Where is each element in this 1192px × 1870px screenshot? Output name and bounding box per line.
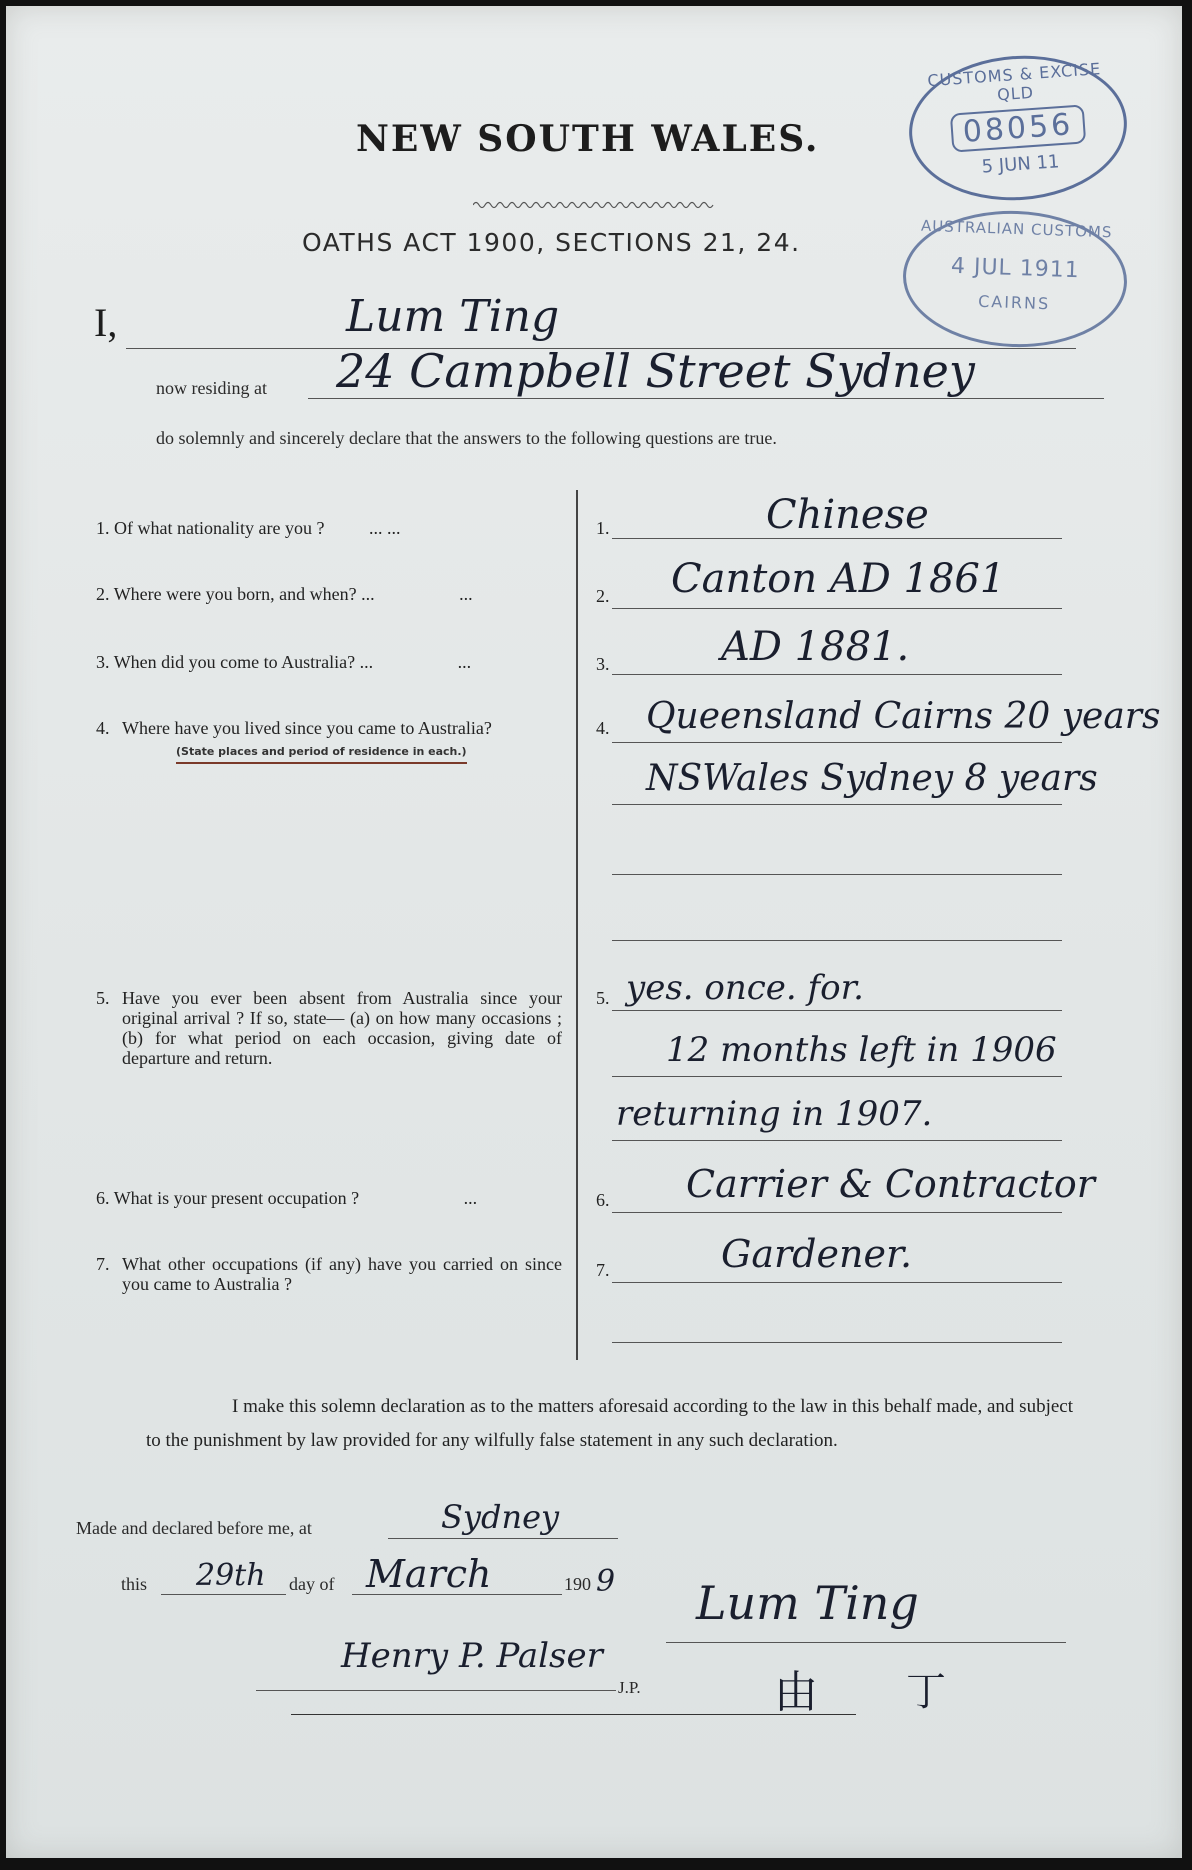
- declaration-text: I make this solemn declaration as to the matters aforesaid according to the law in this behalf made, and subject to the punishment by law provided for any wilfully false statement in any such declaration.: [146, 1396, 1074, 1451]
- question-5: [96, 988, 576, 1068]
- answer-line-5c: [612, 1140, 1062, 1141]
- answer-line-1: [612, 538, 1062, 539]
- question-dots: ...: [457, 652, 472, 672]
- stamp-date: 4 JUL 1911: [950, 253, 1081, 284]
- question-dots: ...: [459, 584, 473, 604]
- day-line: [161, 1594, 286, 1595]
- question-text: What other occupations (if any) have you carried on since you came to Australia ?: [122, 1254, 562, 1294]
- answer-line-4c: [612, 874, 1062, 875]
- this-label: this: [121, 1574, 148, 1594]
- address-line: [308, 398, 1104, 399]
- question-number: 4.: [96, 718, 110, 738]
- question-7: [96, 1254, 576, 1294]
- answer-number-4: 4.: [596, 718, 610, 738]
- declarant-address: 24 Campbell Street Sydney: [336, 344, 975, 398]
- answer-4-line-1: Queensland Cairns 20 years: [646, 696, 1161, 737]
- question-3: [96, 652, 471, 672]
- question-dots: ... ...: [368, 518, 401, 538]
- stamp-ring-text: CUSTOMS & EXCISE QLD: [926, 59, 1102, 105]
- answer-1-line-1: Chinese: [766, 492, 929, 538]
- answer-line-6: [612, 1212, 1062, 1213]
- answer-line-7a: [612, 1282, 1062, 1283]
- answer-7-line-1: Gardener.: [721, 1232, 913, 1276]
- answer-line-7b: [612, 1342, 1062, 1343]
- declarant-name: Lum Ting: [346, 291, 560, 342]
- stamp-number: 08056: [950, 104, 1087, 152]
- answer-line-3: [612, 674, 1062, 675]
- page-title: NEW SOUTH WALES.: [356, 118, 820, 160]
- answer-number-2: 2.: [596, 586, 610, 606]
- answer-line-4a: [612, 742, 1062, 743]
- question-text: What is your present occupation ?: [113, 1188, 360, 1208]
- question-number: 1.: [96, 518, 110, 538]
- answer-line-4b: [612, 804, 1062, 805]
- declarant-pronoun: I,: [94, 300, 118, 345]
- question-note: (State places and period of residence in each.): [176, 742, 467, 764]
- answer-number-6: 6.: [596, 1190, 610, 1210]
- declaration-form-page: [6, 6, 1182, 1858]
- answer-6-line-1: Carrier & Contractor: [686, 1162, 1095, 1206]
- question-6: [96, 1188, 477, 1208]
- stamp-date: 5 JUN 11: [981, 151, 1061, 178]
- declaration-paragraph: [146, 1390, 1076, 1458]
- question-number: 3.: [96, 652, 110, 672]
- solemn-statement: do solemnly and sincerely declare that the answers to the following questions are true.: [156, 428, 777, 448]
- declarant-signature-line: [666, 1642, 1066, 1643]
- made-declared-label: Made and declared before me, at: [76, 1518, 312, 1538]
- answer-line-5a: [612, 1010, 1062, 1011]
- question-dots: ...: [463, 1188, 478, 1208]
- answer-line-2: [612, 608, 1062, 609]
- customs-stamp-bottom: [901, 207, 1130, 351]
- answer-3-line-1: AD 1881.: [721, 624, 910, 670]
- question-text: When did you come to Australia? ...: [113, 652, 374, 672]
- answer-number-7: 7.: [596, 1260, 610, 1280]
- answer-line-5b: [612, 1076, 1062, 1077]
- answer-line-4d: [612, 940, 1062, 941]
- answer-5-line-3: returning in 1907.: [616, 1094, 933, 1134]
- answer-number-3: 3.: [596, 654, 610, 674]
- year-prefix: 190: [564, 1574, 591, 1594]
- answer-2-line-1: Canton AD 1861: [671, 556, 1006, 602]
- signing-day: 29th: [196, 1558, 266, 1593]
- question-1: [96, 518, 400, 538]
- signing-month: March: [366, 1552, 492, 1596]
- column-divider: [576, 490, 578, 1360]
- jp-signature: Henry P. Palser: [341, 1636, 603, 1676]
- form-subtitle: OATHS ACT 1900, SECTIONS 21, 24.: [302, 228, 801, 257]
- year-suffix: 9: [596, 1564, 616, 1599]
- customs-stamp-top: [904, 49, 1132, 208]
- question-text: Of what nationality are you ?: [114, 518, 325, 538]
- jp-underline: [291, 1714, 856, 1715]
- day-of-label: day of: [289, 1574, 335, 1594]
- chinese-character-mark-2: 丁: [906, 1669, 946, 1715]
- chinese-character-mark: 由: [774, 1667, 818, 1718]
- stamp-place: CAIRNS: [977, 291, 1051, 314]
- answer-4-line-2: NSWales Sydney 8 years: [646, 758, 1098, 799]
- question-number: 5.: [96, 988, 110, 1008]
- question-number: 2.: [96, 584, 110, 604]
- question-2: [96, 584, 473, 604]
- question-text: Have you ever been absent from Australia since your original arrival ? If so, state— (a) on how many occasions ; (b) for what period on each occasion, giving date of departure and return.: [122, 988, 562, 1068]
- question-text: Where were you born, and when? ...: [113, 584, 375, 604]
- answer-5-line-1: yes. once. for.: [626, 968, 864, 1008]
- answer-number-5: 5.: [596, 988, 610, 1008]
- jp-label: J.P.: [618, 1678, 641, 1697]
- answer-number-1: 1.: [596, 518, 610, 538]
- residing-label: now residing at: [156, 378, 267, 398]
- declarant-signature: Lum Ting: [696, 1576, 919, 1630]
- ornament-divider: [473, 200, 718, 210]
- question-4: [96, 718, 576, 764]
- question-number: 7.: [96, 1254, 110, 1274]
- stamp-ring-text: AUSTRALIAN CUSTOMS: [920, 216, 1113, 242]
- answer-5-line-2: 12 months left in 1906: [666, 1030, 1057, 1070]
- question-text: Where have you lived since you came to Australia?: [122, 718, 492, 738]
- jp-signature-line: [256, 1690, 616, 1691]
- question-number: 6.: [96, 1188, 110, 1208]
- signing-place: Sydney: [441, 1498, 560, 1536]
- place-line: [388, 1538, 618, 1539]
